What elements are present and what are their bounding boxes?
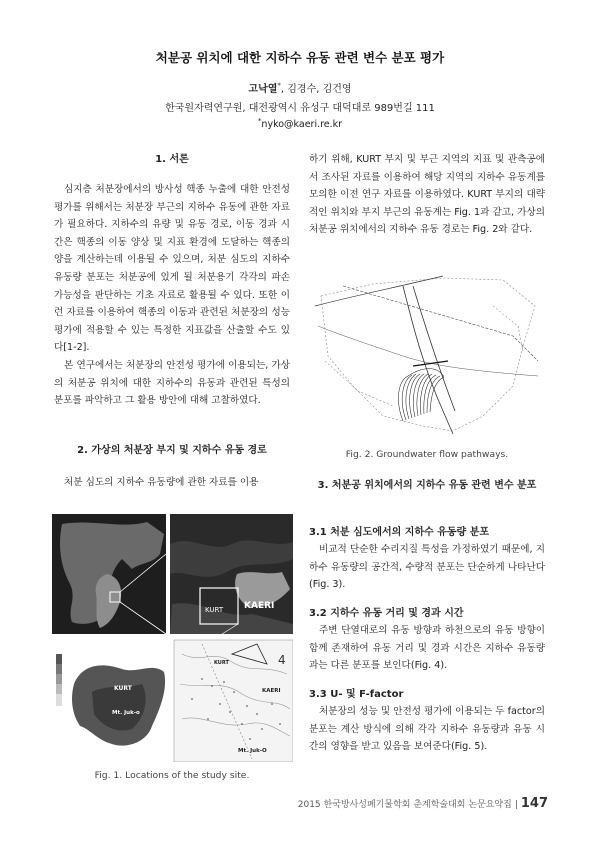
section-3-1-paragraph: 비교적 단순한 수리지질 특성을 가정하였기 때문에, 지하수 유동량의 공간적, 수량적 분포는 단순하게 나타난다(Fig. 3). [309,544,545,591]
kurt-label: KURT [205,606,224,614]
section-1-paragraph-1: 심지층 처분장에서의 방사성 핵종 누출에 대한 안전성 평가를 위해서는 처분장 부근의 지하수 유동에 관한 자료가 필요하다. 지하수의 유량 및 유동 경로, 이동 경과 시간은 핵종의 이동 양상 및 지표 환경에 도달하는 핵종의 양을 계산하는데 이용될 수 있으며, 처분 심도의 지하수 유동량 분포는 처분공에 있게 될 처분용기 각각의 파손 가능성을 판단하는 기초 자료로 활용될 수 있다. 또한 이런 자료를 이용하여 핵종의 이동과 관련된 처분장의 성능 평가에 적용할 수 있는 특정한 지표값을 산출할 수도 있다[1-2]. [54,184,290,354]
kurt-detail-label: KURT [214,660,229,666]
section-2-heading: 2. 가상의 처분장 부지 및 지하수 유동 경로 [77,445,267,456]
detail-map-panel [174,640,293,762]
figure-1-caption: Fig. 1. Locations of the study site. [94,770,250,781]
kurt-domain-label: KURT [114,685,132,692]
affiliation: 한국원자력연구원, 대전광역시 유성구 대덕대로 989번길 111 [165,103,435,114]
svg-text:4: 4 [278,653,286,667]
email: nyko@kaeri.re.kr [261,119,343,131]
email-mark: * [257,117,262,125]
corresponding-mark: * [277,81,281,90]
section-3-2-paragraph: 주변 단열대로의 유동 방향과 하천으로의 유동 방향이 함께 존재하여 유동 거리 및 경과 시간은 지하수 유동량과는 다른 분포를 보인다(Fig. 4). [309,625,545,672]
co-authors: , 김경수, 김건영 [280,84,352,95]
section-3-heading: 3. 처분공 위치에서의 지하수 유동 관련 변수 분포 [317,480,537,491]
mt-detail-label: Mt. Juk-O [238,748,267,754]
section-1-paragraph-2: 본 연구에서는 처분장의 안전성 평가에 이용되는, 가상의 처분공 위치에 대한 지하수의 유동과 관련된 특성의 분포를 파악하고 그 활용 방안에 대해 고찰하였다. [54,360,290,407]
paper-title: 처분공 위치에 대한 지하수 유동 관련 변수 분포 평가 [155,50,445,65]
figure-1-graphic [52,514,293,762]
page-number: 147 [520,796,548,811]
figure-2-graphic [313,266,541,436]
section-3-3-paragraph: 처분장의 성능 및 안전성 평가에 이용되는 두 factor의 분포는 계산 방식에 의해 각각 지하수 유동량과 유동 시간의 영향을 받고 있음을 보여준다(Fig. 5). [309,706,545,753]
section-2-paragraph-start: 처분 심도의 지하수 유동량에 관한 자료를 이용 [64,477,259,488]
section-3-2-heading: 3.2 지하수 유동 거리 및 경과 시간 [309,608,464,619]
figure-2-caption: Fig. 2. Groundwater flow pathways. [345,449,509,460]
kaeri-label: KAERI [244,601,275,611]
figure-2 [313,266,541,436]
section-2-paragraph-continued: 하기 위해, KURT 부지 및 부근 지역의 지표 및 관측공에서 조사된 자료를 이용하여 해당 지역의 지하수 유동계를 모의한 이전 연구 자료를 이용하였다. KURT 부지의 대략적인 위치와 부지 부근의 유동계는 Fig. 1과 같고, 가상의 처분공 위치에서의 지하수 유동 경로는 Fig. 2와 같다. [309,154,545,236]
mt-jukO-label: Mt. Juk-o [112,710,140,716]
lead-author: 고낙열 [248,84,278,95]
footer-separator: | [514,800,518,810]
kaeri-detail-label: KAERI [262,688,281,694]
section-3-1-heading: 3.1 처분 심도에서의 지하수 유동량 분포 [309,527,490,538]
section-3-3-heading: 3.3 U- 및 F-factor [309,689,404,700]
conference-name: 2015 한국방사성폐기물학회 춘계학술대회 논문요약집 [297,800,512,810]
figure-1 [52,514,293,762]
page-footer [298,796,548,811]
section-1-heading: 1. 서론 [155,154,189,165]
